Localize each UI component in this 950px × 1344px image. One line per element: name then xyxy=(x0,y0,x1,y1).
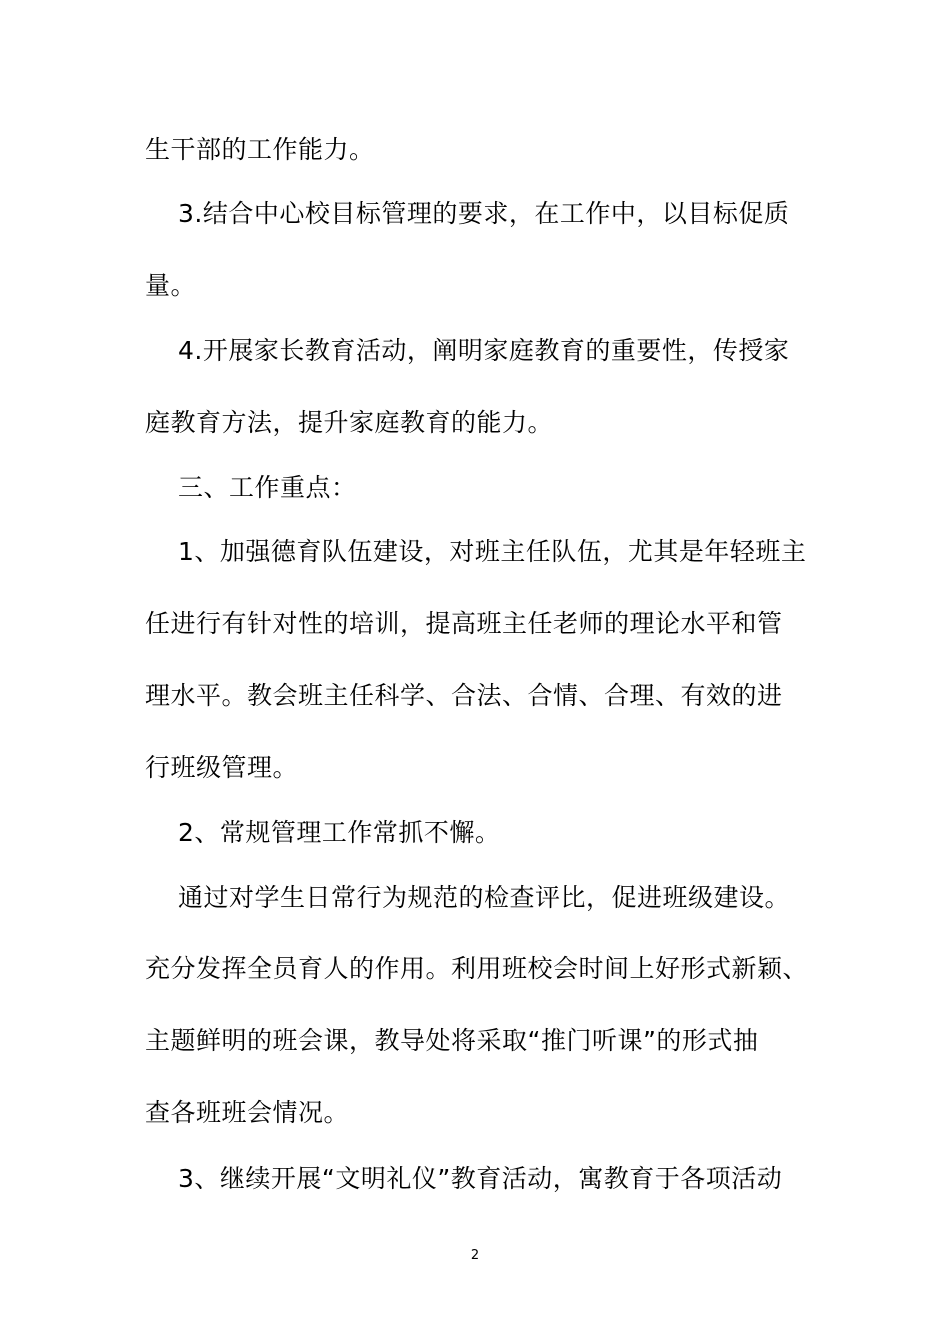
text-line: 量。 xyxy=(145,271,197,300)
text-line: 3.结合中心校目标管理的要求，在工作中，以目标促质 xyxy=(178,199,790,228)
text-line: 查各班班会情况。 xyxy=(145,1098,350,1127)
text-line: 4.开展家长教育活动，阐明家庭教育的重要性，传授家 xyxy=(178,336,790,365)
text-line: 通过对学生日常行为规范的检查评比，促进班级建设。 xyxy=(178,883,791,912)
section-heading: 三、工作重点： xyxy=(178,473,357,502)
text-line: 理水平。教会班主任科学、合法、合情、合理、有效的进 xyxy=(145,681,783,710)
text-line: 任进行有针对性的培训，提高班主任老师的理论水平和管 xyxy=(145,609,783,638)
text-line: 1、加强德育队伍建设，对班主任队伍，尤其是年轻班主 xyxy=(178,537,807,566)
text-line: 庭教育方法，提升家庭教育的能力。 xyxy=(145,408,554,437)
text-line: 行班级管理。 xyxy=(145,753,299,782)
text-line: 充分发挥全员育人的作用。利用班校会时间上好形式新颖、 xyxy=(145,954,809,983)
text-line: 2、常规管理工作常抓不懈。 xyxy=(178,818,501,847)
page-number: 2 xyxy=(470,1248,480,1263)
text-line: 生干部的工作能力。 xyxy=(145,135,375,164)
text-line: 3、继续开展“文明礼仪”教育活动，寓教育于各项活动 xyxy=(178,1164,783,1193)
text-line: 主题鲜明的班会课，教导处将采取“推门听课”的形式抽 xyxy=(145,1026,759,1055)
